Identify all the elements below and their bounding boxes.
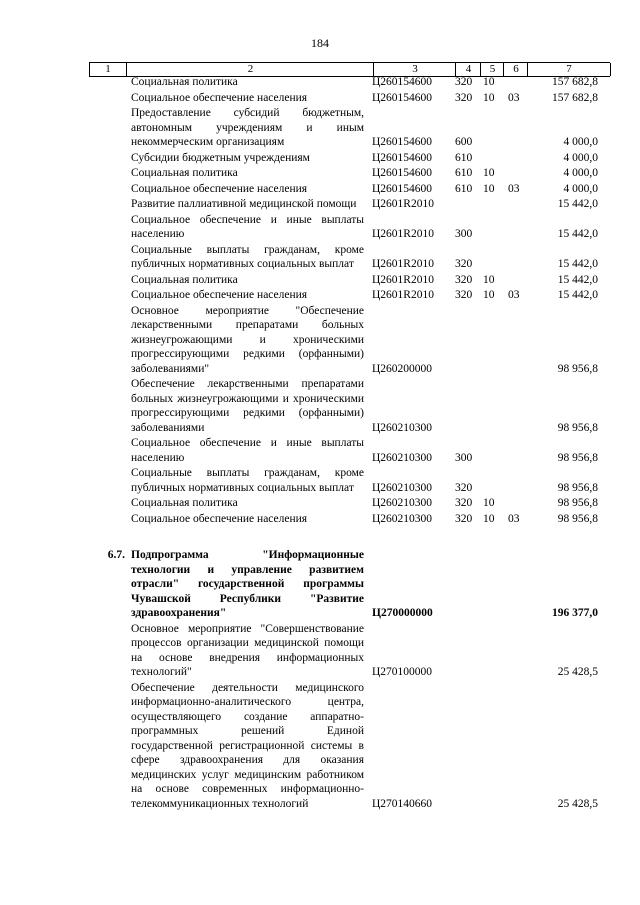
row-name: Социальное обеспечение и иные выплаты населению (131, 437, 364, 464)
row-pr: 03 (508, 182, 520, 195)
row-sum: 15 442,0 (557, 228, 598, 240)
row-vr: 300 (455, 228, 473, 240)
row-sum: 4 000,0 (563, 167, 598, 179)
row-sum: 98 956,8 (557, 481, 598, 494)
header-col-5: 5 (480, 63, 504, 76)
page-number: 184 (311, 36, 329, 50)
row-name: Социальное обеспечение населения (131, 91, 308, 104)
row-sum: 98 956,8 (557, 497, 598, 509)
row-code: Ц260154600 (372, 151, 433, 164)
table-row (0, 197, 640, 212)
row-code: Ц260210300 (372, 497, 433, 509)
row-vr: 320 (455, 273, 473, 286)
table-row (0, 466, 640, 495)
row-sum: 4 000,0 (563, 151, 598, 164)
row-name: Развитие паллиативной медицинской помощи (131, 198, 357, 210)
row-sum: 25 428,5 (557, 666, 598, 678)
row-code: Ц270140660 (372, 797, 433, 810)
row-vr: 610 (455, 167, 473, 179)
row-name: Обеспечение лекарственными препаратами больных жизнеугрожающими и хроническими прогрессирующими редкими (орфанными) заболеваниями (131, 378, 364, 434)
header-col-3: 3 (373, 63, 456, 76)
row-name: Предоставление субсидий бюджетным, автономным учреждениям и иным некоммерческим организациям (131, 107, 364, 148)
row-vr: 320 (455, 497, 473, 509)
row-code: Ц260210300 (372, 481, 433, 494)
row-vr: 320 (455, 76, 473, 88)
table-row (0, 166, 640, 181)
row-rz: 10 (483, 167, 495, 179)
row-pr: 03 (508, 512, 520, 525)
row-name: Социальное обеспечение населения (131, 289, 308, 301)
row-code: Ц260154600 (372, 167, 433, 179)
table-row (0, 496, 640, 511)
row-sum: 4 000,0 (563, 182, 598, 195)
row-sum: 157 682,8 (552, 76, 598, 88)
table-row (0, 288, 640, 303)
row-sum: 98 956,8 (557, 451, 598, 464)
row-sum: 15 442,0 (557, 273, 598, 286)
row-name: Социальные выплаты гражданам, кроме публичных нормативных социальных выплат (131, 243, 364, 270)
row-name: Основное мероприятие "Совершенствование процессов организации медицинской помощи на основе внедрения информационных технологий" (131, 622, 364, 678)
row-vr: 320 (455, 289, 473, 301)
row-code: Ц2601R2010 (372, 228, 434, 240)
header-col-4: 4 (455, 63, 481, 76)
row-code: Ц260200000 (372, 362, 433, 375)
row-code: Ц260154600 (372, 76, 433, 88)
row-vr: 320 (455, 512, 473, 525)
table-row (0, 304, 640, 377)
row-rz: 10 (483, 91, 495, 104)
row-code: Ц260210300 (372, 421, 433, 434)
row-sum: 157 682,8 (552, 91, 598, 104)
row-code: Ц260154600 (372, 91, 433, 104)
row-rz: 10 (483, 289, 495, 301)
row-name: Обеспечение деятельности медицинского информационно-аналитического центра, осуществляющего создание аппаратно-программных решений Единой государственной регистрационной системы в сфере здравоохранения для оказания медицинских услуг медицинским работником на основе современных информационно-телекоммуникационных технологий (131, 681, 364, 810)
row-vr: 610 (455, 182, 473, 195)
row-sum: 15 442,0 (557, 198, 598, 210)
row-pr: 03 (508, 289, 520, 301)
table-body (0, 75, 640, 811)
row-sum: 98 956,8 (557, 362, 598, 375)
row-pr: 03 (508, 91, 520, 104)
row-vr: 600 (455, 136, 473, 148)
table-row (0, 681, 640, 812)
row-vr: 320 (455, 258, 473, 270)
row-number: 6.7. (107, 549, 125, 561)
row-code: Ц2601R2010 (372, 258, 434, 270)
row-rz: 10 (483, 76, 495, 88)
table-row (0, 91, 640, 106)
row-name: Социальная политика (131, 167, 238, 179)
row-rz: 10 (483, 497, 495, 509)
row-name: Подпрограмма "Информационные технологии и управление развитием отрасли" государственной программы Чувашской Республики "Развитие здравоохранения" (131, 549, 364, 619)
row-code: Ц2601R2010 (372, 289, 434, 301)
header-col-6: 6 (503, 63, 528, 76)
row-rz: 10 (483, 273, 495, 286)
table-row (0, 436, 640, 465)
table-row (0, 106, 640, 150)
row-name: Основное мероприятие "Обеспечение лекарственными препаратами больных жизнеугрожающими и хроническими прогрессирующими редкими (орфанными) заболеваниями" (131, 304, 364, 375)
row-name: Социальное обеспечение населения (131, 512, 308, 525)
row-code: Ц260154600 (372, 182, 433, 195)
row-rz: 10 (483, 182, 495, 195)
row-sum: 15 442,0 (557, 289, 598, 301)
header-col-1: 1 (89, 63, 126, 76)
table-row (0, 151, 640, 166)
row-vr: 300 (455, 451, 473, 464)
table-row (0, 377, 640, 435)
row-name: Социальная политика (131, 273, 238, 286)
row-name: Социальная политика (131, 76, 238, 88)
row-vr: 320 (455, 91, 473, 104)
table-row (0, 548, 640, 621)
row-name: Субсидии бюджетным учреждениям (131, 151, 310, 164)
table-row (0, 273, 640, 288)
table-row (0, 182, 640, 197)
row-name: Социальные выплаты гражданам, кроме публичных нормативных социальных выплат (131, 467, 364, 494)
row-name: Социальное обеспечение населения (131, 182, 308, 195)
row-code: Ц2601R2010 (372, 198, 434, 210)
row-sum: 25 428,5 (557, 797, 598, 810)
row-code: Ц2601R2010 (372, 273, 434, 286)
table-row (0, 512, 640, 527)
row-name: Социальное обеспечение и иные выплаты населению (131, 213, 364, 240)
table-row (0, 243, 640, 272)
row-sum: 98 956,8 (557, 421, 598, 434)
row-vr: 610 (455, 151, 473, 164)
row-code: Ц260210300 (372, 451, 433, 464)
table-row (0, 75, 640, 90)
row-sum: 98 956,8 (557, 512, 598, 525)
table-row (0, 213, 640, 242)
table-row (0, 622, 640, 680)
row-vr: 320 (455, 481, 473, 494)
header-col-7: 7 (527, 63, 611, 76)
row-code: Ц270000000 (372, 607, 433, 619)
row-code: Ц260210300 (372, 512, 433, 525)
row-name: Социальная политика (131, 497, 238, 509)
row-code: Ц270100000 (372, 666, 433, 678)
row-sum: 4 000,0 (563, 136, 598, 148)
row-code: Ц260154600 (372, 136, 433, 148)
row-sum: 196 377,0 (552, 607, 598, 619)
row-rz: 10 (483, 512, 495, 525)
header-col-2: 2 (126, 63, 374, 76)
row-sum: 15 442,0 (557, 258, 598, 270)
